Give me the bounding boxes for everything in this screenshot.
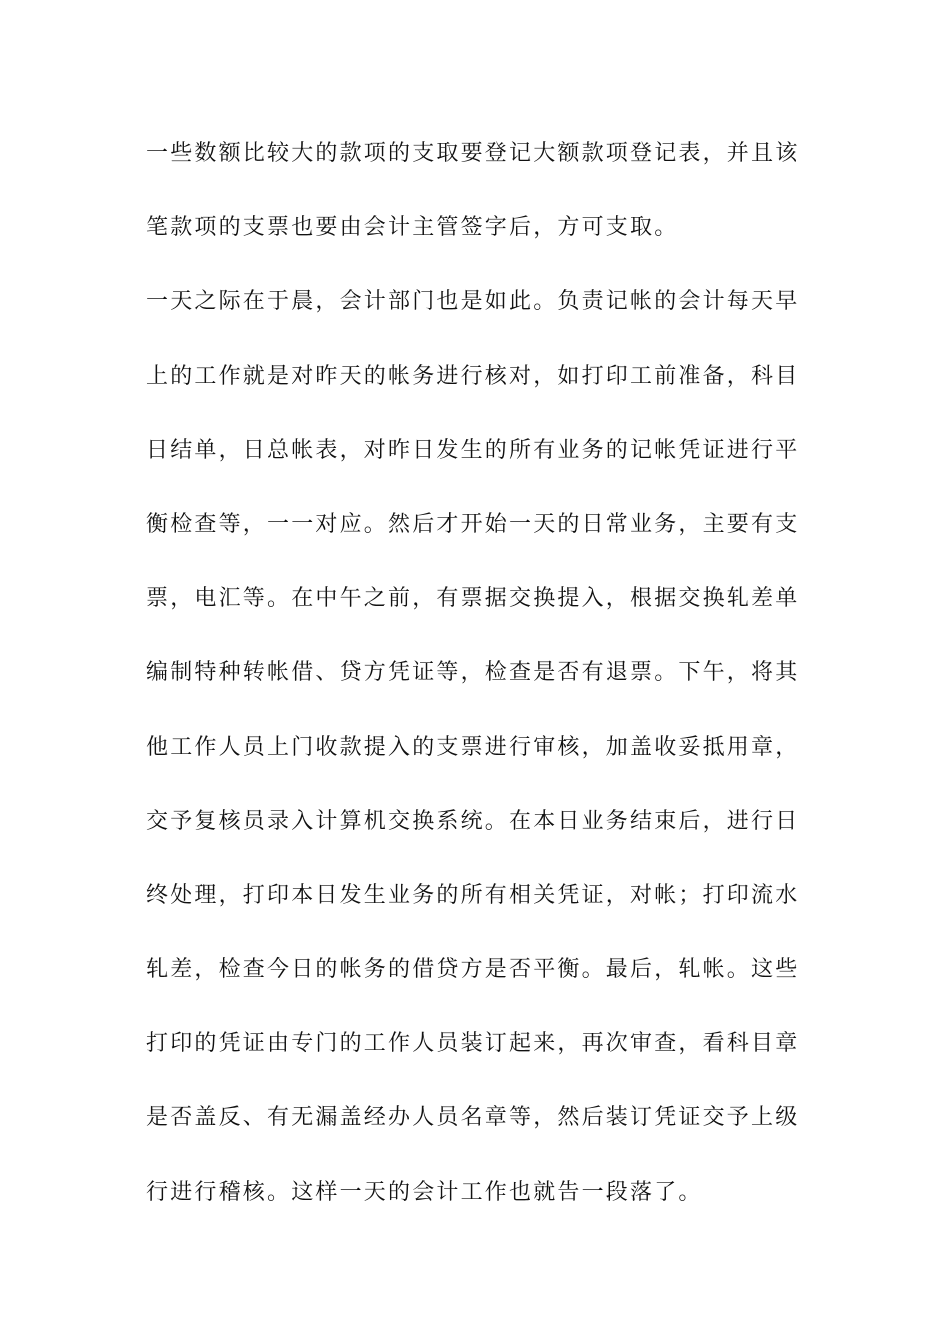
text-line: 衡检查等，一一对应。然后才开始一天的日常业务，主要有支 [146,511,800,537]
text-line: 日结单，日总帐表，对昨日发生的所有业务的记帐凭证进行平 [146,437,800,463]
text-line: 上的工作就是对昨天的帐务进行核对，如打印工前准备，科目 [146,363,800,389]
text-line: 他工作人员上门收款提入的支票进行审核，加盖收妥抵用章， [146,734,800,760]
text-line: 一些数额比较大的款项的支取要登记大额款项登记表，并且该 [146,141,800,166]
text-line: 一天之际在于晨，会计部门也是如此。负责记帐的会计每天早 [146,289,800,315]
text-line: 是否盖反、有无漏盖经办人员名章等，然后装订凭证交予上级 [146,1105,800,1131]
text-line: 行进行稽核。这样一天的会计工作也就告一段落了。 [146,1179,703,1205]
text-line: 票，电汇等。在中午之前，有票据交换提入，根据交换轧差单 [146,586,800,612]
text-line: 编制特种转帐借、贷方凭证等，检查是否有退票。下午，将其 [146,660,800,686]
text-line: 轧差，检查今日的帐务的借贷方是否平衡。最后，轧帐。这些 [146,957,800,983]
text-line: 打印的凭证由专门的工作人员装订起来，再次审查，看科目章 [146,1031,800,1057]
text-line: 交予复核员录入计算机交换系统。在本日业务结束后，进行日 [146,808,800,834]
text-line: 终处理，打印本日发生业务的所有相关凭证，对帐；打印流水 [146,882,800,908]
body-text [146,131,806,1244]
text-line: 笔款项的支票也要由会计主管签字后，方可支取。 [146,215,679,241]
